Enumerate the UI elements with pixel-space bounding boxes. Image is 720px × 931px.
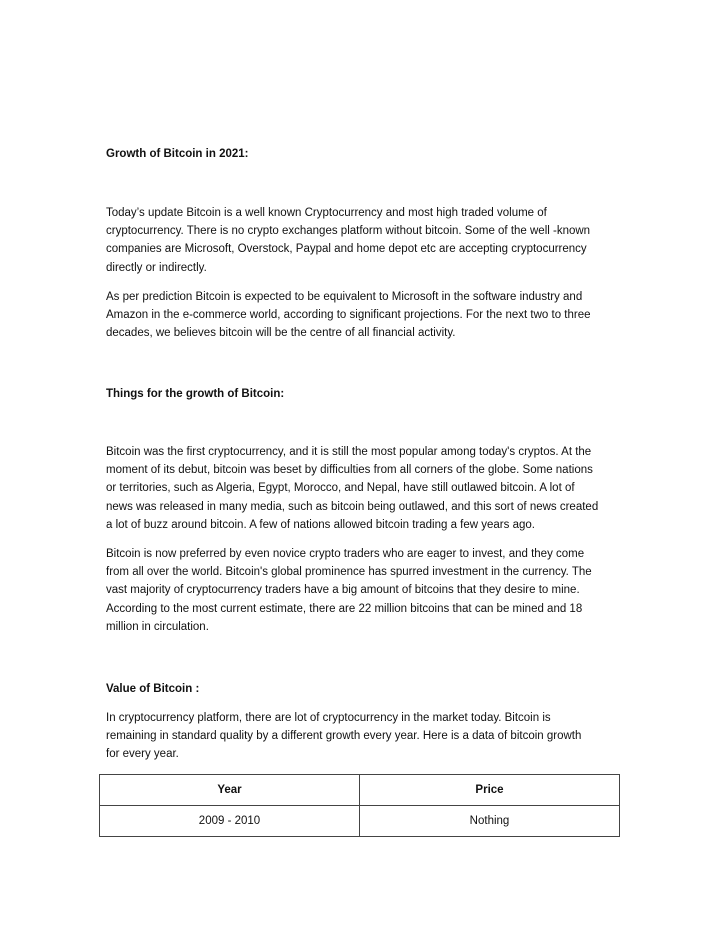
paragraph-line: vast majority of cryptocurrency traders have a big amount of bitcoins that they desire to mine.	[106, 584, 580, 597]
paragraph-line: cryptocurrency. There is no crypto exchanges platform without bitcoin. Some of the well -known	[106, 225, 591, 238]
paragraph-line: moment of its debut, bitcoin was beset by difficulties from all corners of the globe. Some nations	[106, 464, 593, 477]
growth-paragraph-2	[106, 288, 626, 343]
paragraph-line: a lot of buzz around bitcoin. A few of nations allowed bitcoin trading a few years ago.	[106, 518, 535, 531]
paragraph-line: from all over the world. Bitcoin's global prominence has spurred investment in the currency. The	[106, 566, 592, 579]
bitcoin-growth-table	[99, 774, 620, 837]
paragraph-line: directly or indirectly.	[106, 261, 207, 274]
paragraph-line: or territories, such as Algeria, Egypt, Morocco, and Nepal, have still outlawed bitcoin. A lot of	[106, 482, 575, 495]
value-heading: Value of Bitcoin :	[106, 683, 200, 695]
paragraph-line: for every year.	[106, 748, 179, 761]
things-paragraph-2	[106, 545, 626, 636]
paragraph-line: As per prediction Bitcoin is expected to be equivalent to Microsoft in the software industry and	[106, 291, 583, 303]
paragraph-line: Today’s update Bitcoin is a well known Cryptocurrency and most high traded volume of	[106, 207, 547, 219]
price-column-header: Price	[360, 775, 620, 806]
paragraph-line: decades, we believes bitcoin will be the centre of all financial activity.	[106, 327, 456, 340]
paragraph-line: According to the most current estimate, there are 22 million bitcoins that can be mined and 18	[106, 602, 583, 615]
growth-heading: Growth of Bitcoin in 2021:	[106, 148, 249, 160]
growth-paragraph-1	[106, 204, 626, 277]
year-column-header: Year	[100, 775, 360, 806]
value-paragraph	[106, 709, 626, 764]
table-header-row	[100, 775, 620, 806]
things-paragraph-1	[106, 443, 626, 534]
paragraph-line: Amazon in the e-commerce world, according to significant projections. For the next two to three	[106, 309, 591, 322]
year-cell: 2009 - 2010	[100, 806, 360, 837]
table-row	[100, 806, 620, 837]
paragraph-line: million in circulation.	[106, 620, 209, 633]
price-cell: Nothing	[360, 806, 620, 837]
paragraph-line: news was released in many media, such as bitcoin being outlawed, and this sort of news created	[106, 500, 599, 513]
paragraph-line: Bitcoin is now preferred by even novice crypto traders who are eager to invest, and they come	[106, 548, 585, 560]
paragraph-line: In cryptocurrency platform, there are lot of cryptocurrency in the market today. Bitcoin is	[106, 712, 551, 724]
paragraph-line: companies are Microsoft, Overstock, Paypal and home depot etc are accepting cryptocurrency	[106, 243, 587, 256]
paragraph-line: Bitcoin was the first cryptocurrency, and it is still the most popular among today's cryptos. At the	[106, 446, 592, 458]
paragraph-line: remaining in standard quality by a different growth every year. Here is a data of bitcoin growth	[106, 730, 582, 743]
things-heading: Things for the growth of Bitcoin:	[106, 388, 285, 400]
